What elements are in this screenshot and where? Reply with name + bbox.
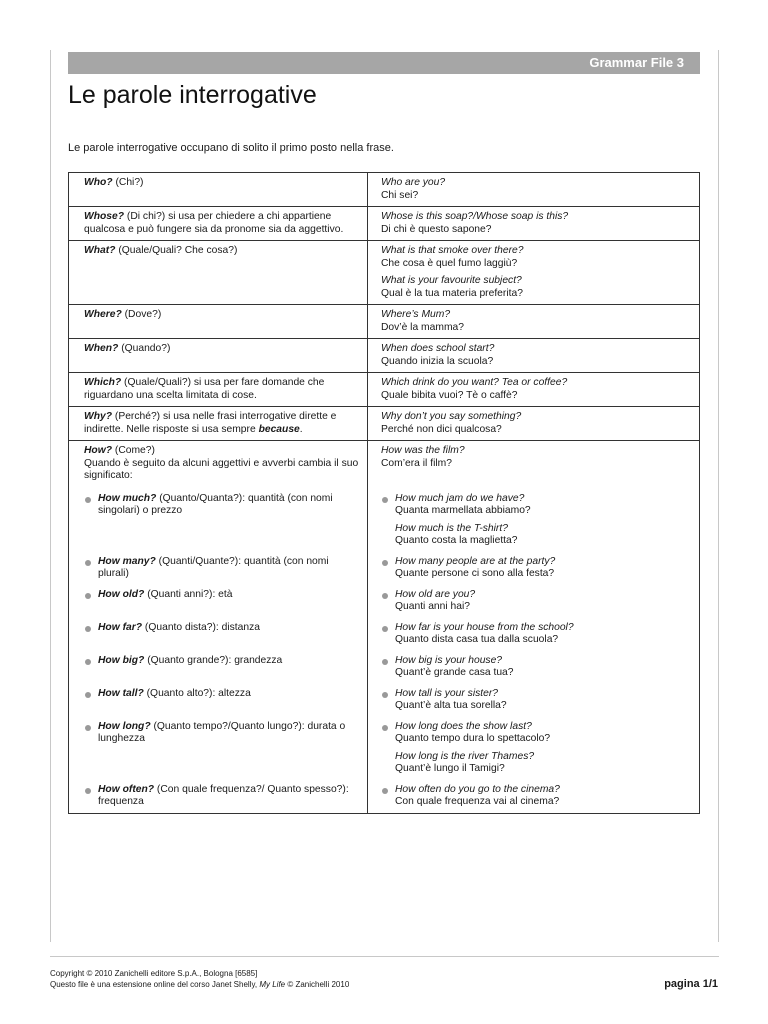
example-translation: Quanto dista casa tua dalla scuola? xyxy=(395,634,559,645)
example-cell xyxy=(368,487,700,552)
intro-text: Le parole interrogative occupano di solito il primo posto nella frase. xyxy=(68,142,394,154)
example-cell xyxy=(368,651,700,684)
example-translation: Quanto tempo dura lo spettacolo? xyxy=(395,733,551,744)
bullet-icon xyxy=(85,692,91,698)
bullet-icon xyxy=(85,560,91,566)
example xyxy=(395,589,693,614)
example-cell xyxy=(368,173,700,207)
banner-label: Grammar File 3 xyxy=(589,55,684,70)
example xyxy=(381,211,693,236)
example-question: Whose is this soap?/Whose soap is this? xyxy=(381,211,569,222)
example-translation: Quant’è alta tua sorella? xyxy=(395,700,507,711)
example-cell xyxy=(368,241,700,305)
question-word-cell xyxy=(69,339,368,373)
example-translation: Com’era il film? xyxy=(381,457,452,469)
page-number: pagina 1/1 xyxy=(664,978,718,990)
table-row xyxy=(69,305,700,339)
question-word: Whose? xyxy=(84,211,125,222)
question-word: When? xyxy=(84,343,119,354)
how-sub-cell xyxy=(69,717,368,780)
example xyxy=(381,377,693,402)
how-sub-row xyxy=(69,651,700,684)
example-cell xyxy=(368,585,700,618)
header-banner xyxy=(68,52,700,74)
example-translation: Quanto costa la maglietta? xyxy=(395,535,518,546)
bullet-icon xyxy=(85,626,91,632)
example-question: How often do you go to the cinema? xyxy=(395,783,560,795)
emphasis-word: because xyxy=(258,423,300,435)
question-word-explanation: (Quanto alto?): altezza xyxy=(143,687,251,699)
copyright-text: Copyright © 2010 Zanichelli editore S.p.A., Bologna [6585] xyxy=(50,969,258,978)
example-translation: Chi sei? xyxy=(381,189,419,201)
example-question: Who are you? xyxy=(381,177,446,188)
question-word: How often? xyxy=(98,783,155,795)
example xyxy=(381,411,693,436)
question-word-cell xyxy=(69,241,368,305)
how-sub-cell xyxy=(69,487,368,552)
how-sub-item xyxy=(84,622,361,635)
table-row xyxy=(69,407,700,441)
question-word-explanation: (Quale/Quali?) si usa per fare domande che riguardano una scelta limitata di cose. xyxy=(84,377,325,401)
question-word-explanation: (Con quale frequenza?/ Quanto spesso?): frequenza xyxy=(98,783,349,807)
example-translation: Di chi è questo sapone? xyxy=(381,223,492,235)
example-cell xyxy=(368,339,700,373)
question-word-cell xyxy=(69,407,368,441)
how-sub-row xyxy=(69,487,700,552)
bullet-icon xyxy=(382,593,388,599)
how-sub-cell xyxy=(69,585,368,618)
question-word: What? xyxy=(84,245,116,256)
question-word-explanation: (Quanto grande?): grandezza xyxy=(144,654,283,666)
question-word-cell xyxy=(69,373,368,407)
example xyxy=(381,177,693,202)
how-sub-cell xyxy=(69,780,368,814)
question-word: Where? xyxy=(84,309,122,320)
example-translation: Quante persone ci sono alla festa? xyxy=(395,568,555,579)
bullet-icon xyxy=(382,659,388,665)
example xyxy=(395,784,693,809)
question-word: How tall? xyxy=(98,687,144,699)
example-translation: Quanta marmellata abbiamo? xyxy=(395,505,531,516)
example-question: How far is your house from the school? xyxy=(395,621,574,633)
example-translation: Quant’è grande casa tua? xyxy=(395,667,514,678)
table-row xyxy=(69,241,700,305)
how-sub-row xyxy=(69,552,700,585)
question-word-cell xyxy=(69,305,368,339)
table-row xyxy=(69,207,700,241)
example-translation: Perché non dici qualcosa? xyxy=(381,423,502,435)
how-sub-cell xyxy=(69,618,368,651)
example-question: What is that smoke over there? xyxy=(381,245,524,256)
table-row xyxy=(69,339,700,373)
footer-rule xyxy=(50,956,719,957)
example-question: How big is your house? xyxy=(395,654,503,666)
question-word-explanation: (Come?) xyxy=(112,445,155,456)
how-sub-item xyxy=(84,721,361,746)
question-word: How? xyxy=(84,445,113,456)
table-row xyxy=(69,173,700,207)
explanation-end: . xyxy=(299,423,303,435)
how-sub-item xyxy=(84,784,361,809)
example xyxy=(395,523,693,548)
example-question: How much jam do we have? xyxy=(395,492,525,504)
example xyxy=(395,751,693,776)
example xyxy=(381,445,693,470)
how-sub-item xyxy=(84,655,361,668)
grammar-table xyxy=(68,172,700,814)
example xyxy=(395,556,693,581)
how-sub-item xyxy=(84,688,361,701)
question-word-explanation: (Di chi?) si usa per chiedere a chi appartiene qualcosa e può fungere sia da pronome sia da aggettivo. xyxy=(84,211,344,235)
how-sub-item xyxy=(84,589,361,602)
question-word-cell xyxy=(69,441,368,487)
course-note: Questo file è una estensione online del corso Janet Shelly, My Life © Zanichelli 2010 xyxy=(50,980,350,989)
example-question: How was the film? xyxy=(381,445,465,456)
how-description: Quando è seguito da alcuni aggettivi e avverbi cambia il suo significato: xyxy=(84,457,359,481)
example xyxy=(395,493,693,518)
how-sub-row xyxy=(69,684,700,717)
how-sub-examples xyxy=(381,784,693,809)
example-cell xyxy=(368,618,700,651)
how-sub-row xyxy=(69,618,700,651)
example-translation: Qual è la tua materia preferita? xyxy=(381,287,523,299)
example xyxy=(395,622,693,647)
bullet-icon xyxy=(382,626,388,632)
example xyxy=(381,343,693,368)
question-word-explanation: (Quando?) xyxy=(118,343,171,354)
example-question: Which drink do you want? Tea or coffee? xyxy=(381,377,568,388)
bullet-icon xyxy=(85,593,91,599)
bullet-icon xyxy=(85,725,91,731)
example-question: When does school start? xyxy=(381,343,495,354)
question-word: How much? xyxy=(98,492,157,504)
how-sub-examples xyxy=(381,589,693,614)
example xyxy=(381,245,693,270)
table-row xyxy=(69,373,700,407)
how-sub-examples xyxy=(381,622,693,647)
example-cell xyxy=(368,684,700,717)
page-title: Le parole interrogative xyxy=(68,81,317,109)
bullet-icon xyxy=(382,692,388,698)
question-word: Which? xyxy=(84,377,122,388)
question-word-explanation: (Quanti anni?): età xyxy=(144,588,233,600)
example xyxy=(395,721,693,746)
example-question: How much is the T-shirt? xyxy=(395,522,508,534)
table-row-how xyxy=(69,441,700,487)
example-translation: Quanti anni hai? xyxy=(395,601,470,612)
example-translation: Quale bibita vuoi? Tè o caffè? xyxy=(381,389,518,401)
example-question: How long does the show last? xyxy=(395,720,532,732)
how-sub-examples xyxy=(381,721,693,776)
example-cell xyxy=(368,552,700,585)
how-sub-examples xyxy=(381,493,693,548)
bullet-icon xyxy=(85,497,91,503)
question-word: Why? xyxy=(84,411,113,422)
example-question: How long is the river Thames? xyxy=(395,750,535,762)
how-sub-row xyxy=(69,780,700,814)
example-cell xyxy=(368,207,700,241)
example-cell xyxy=(368,441,700,487)
example-translation: Quant’è lungo il Tamigi? xyxy=(395,763,505,774)
example-question: How old are you? xyxy=(395,588,476,600)
example-cell xyxy=(368,373,700,407)
bullet-icon xyxy=(382,497,388,503)
question-word: Who? xyxy=(84,177,113,188)
question-word-explanation: (Quanto dista?): distanza xyxy=(142,621,260,633)
left-margin-rule xyxy=(50,50,51,942)
example-question: How tall is your sister? xyxy=(395,687,498,699)
example-cell xyxy=(368,407,700,441)
example-translation: Dov’è la mamma? xyxy=(381,321,464,333)
example-cell xyxy=(368,717,700,780)
how-sub-examples xyxy=(381,688,693,713)
example-question: What is your favourite subject? xyxy=(381,275,522,286)
bullet-icon xyxy=(382,788,388,794)
example xyxy=(395,688,693,713)
question-word-cell xyxy=(69,173,368,207)
example-cell xyxy=(368,305,700,339)
question-word-cell xyxy=(69,207,368,241)
example-cell xyxy=(368,780,700,814)
question-word: How far? xyxy=(98,621,143,633)
question-word-explanation: (Perché?) si usa nelle frasi interrogative dirette e indirette. Nelle risposte si usa sempre xyxy=(84,411,337,435)
bullet-icon xyxy=(85,659,91,665)
how-sub-examples xyxy=(381,556,693,581)
right-margin-rule xyxy=(718,50,719,942)
question-word-explanation: (Quanto/Quanta?): quantità (con nomi singolari) o prezzo xyxy=(98,492,333,516)
how-sub-cell xyxy=(69,552,368,585)
example-translation: Con quale frequenza vai al cinema? xyxy=(395,796,560,807)
example-translation: Che cosa è quel fumo laggiù? xyxy=(381,257,518,269)
how-sub-cell xyxy=(69,651,368,684)
bullet-icon xyxy=(85,788,91,794)
example xyxy=(395,655,693,680)
how-sub-item xyxy=(84,556,361,581)
question-word-explanation: (Chi?) xyxy=(112,177,144,188)
how-sub-row xyxy=(69,585,700,618)
question-word-explanation: (Dove?) xyxy=(121,309,162,320)
question-word: How old? xyxy=(98,588,145,600)
question-word-explanation: (Quale/Quali? Che cosa?) xyxy=(115,245,238,256)
example-translation: Quando inizia la scuola? xyxy=(381,355,494,367)
question-word: How many? xyxy=(98,555,156,567)
bullet-icon xyxy=(382,560,388,566)
how-sub-examples xyxy=(381,655,693,680)
example xyxy=(381,275,693,300)
question-word-explanation: (Quanti/Quante?): quantità (con nomi plurali) xyxy=(98,555,329,579)
how-sub-item xyxy=(84,493,361,518)
how-sub-row xyxy=(69,717,700,780)
example-question: How many people are at the party? xyxy=(395,555,556,567)
how-sub-cell xyxy=(69,684,368,717)
example-question: Where’s Mum? xyxy=(381,309,451,320)
question-word: How long? xyxy=(98,720,151,732)
example-question: Why don’t you say something? xyxy=(381,411,522,422)
example xyxy=(381,309,693,334)
question-word: How big? xyxy=(98,654,145,666)
bullet-icon xyxy=(382,725,388,731)
question-word-explanation: (Quanto tempo?/Quanto lungo?): durata o lunghezza xyxy=(98,720,346,744)
